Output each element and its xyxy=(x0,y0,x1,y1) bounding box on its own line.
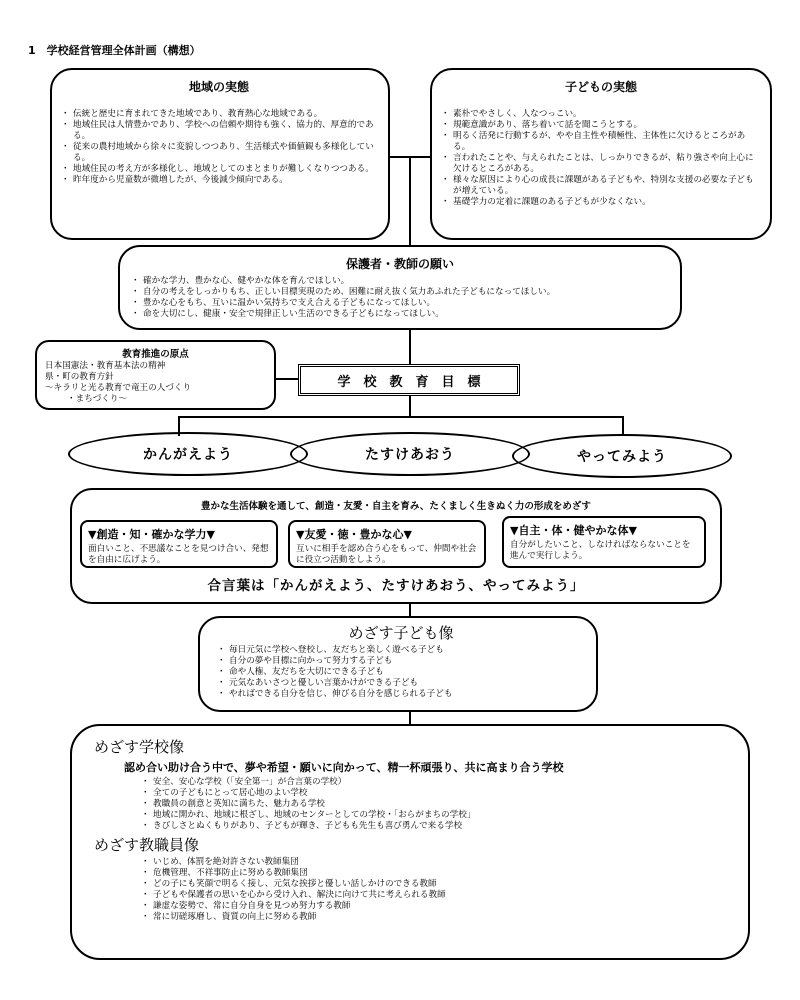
school-goal-label: 学 校 教 育 目 標 xyxy=(337,374,481,390)
goal-oval-think xyxy=(68,432,308,476)
list-item: ・ 自分の夢や目標に向かって努力する子ども xyxy=(220,656,582,667)
list-item: ・ 明るく活発に行動するが、やや自主性や積極性、主体性に欠けるところがある。 xyxy=(444,131,758,153)
connector-goal-branch xyxy=(178,416,624,418)
list-item: ・ 従来の農村地域から徐々に変貌しつつあり、生活様式や価値観も多様化している。 xyxy=(64,142,374,164)
list-item: ・ いじめ、体罰を絶対許さない教師集団 xyxy=(144,857,732,868)
children-status-box xyxy=(430,68,772,240)
wishes-list xyxy=(134,276,666,320)
education-origin-box xyxy=(35,340,276,410)
school-goal-box xyxy=(298,364,520,396)
list-item: ・ 毎日元気に学校へ登校し、友だちと楽しく遊べる子ども xyxy=(220,645,582,656)
child-image-box xyxy=(198,616,598,712)
goal-oval-label: たすけあおう xyxy=(365,447,455,463)
connector-policy-child xyxy=(409,604,411,616)
policy-col-text: 面白いこと、不思議なことを見つけ合い、発想を自由に広げよう。 xyxy=(88,544,269,565)
education-origin-line: 県・町の教育方針 xyxy=(45,372,114,382)
list-item: ・ 地域住民の考え方が多様化し、地域としてのまとまりが難しくなりつつある。 xyxy=(64,164,374,175)
list-item: ・ 言われたことや、与えられたことは、しっかりできるが、粘り強さや向上心に欠けるところがある。 xyxy=(444,153,758,175)
staff-image-title: めざす教職員像 xyxy=(94,836,200,854)
wishes-title: 保護者・教師の願い xyxy=(345,257,454,271)
child-image-list xyxy=(220,645,582,700)
children-status-list xyxy=(444,109,758,208)
list-item: ・ 危機管理、不祥事防止に努める教師集団 xyxy=(144,868,732,879)
child-image-title: めざす子ども像 xyxy=(348,624,454,642)
goal-oval-help xyxy=(290,432,530,476)
school-image-subtitle: 認め合い助け合う中で、夢や希望・願いに向かって、精一杯頑張り、共に高まり合う学校 xyxy=(124,761,564,774)
connector-branch-right xyxy=(622,416,624,436)
school-image-box xyxy=(70,724,750,960)
staff-image-list xyxy=(94,857,732,923)
connector-goal-down xyxy=(409,396,411,418)
list-item: ・ 地域に開かれ、地域に根ざし、地域のセンターとしての学校・「おらがまちの学校」 xyxy=(144,810,732,821)
page-heading: 1 学校経営管理全体計画（構想） xyxy=(28,44,201,57)
policy-col-title: ▼友愛・徳・豊かな心▼ xyxy=(296,528,412,541)
list-item: ・ 昨年度から児童数が微増したが、今後減少傾向である。 xyxy=(64,175,374,186)
education-origin-line: 日本国憲法・教育基本法の精神 xyxy=(45,361,166,371)
policy-col-text: 互いに相手を認め合う心をもって、仲間や社会に役立つ活動をしよう。 xyxy=(296,544,477,565)
connector-child-school xyxy=(409,712,411,724)
list-item: ・ 常に切磋琢磨し、資質の向上に努める教師 xyxy=(144,912,732,923)
goal-oval-label: やってみよう xyxy=(577,449,667,465)
list-item: ・ 安全、安心な学校（「安全第一」が合言葉の学校） xyxy=(144,777,732,788)
region-status-list xyxy=(64,109,374,186)
list-item: ・ どの子にも笑顔で明るく接し、元気な挨拶と優しい話しかけのできる教師 xyxy=(144,879,732,890)
list-item: ・ 教職員の創意と英知に満ちた、魅力ある学校 xyxy=(144,799,732,810)
list-item: ・ きびしさとぬくもりがあり、子どもが輝き、子どもも先生も喜び勇んで来る学校 xyxy=(144,821,732,832)
list-item: ・ 豊かな心をもち、互いに温かい気持ちで支え合える子どもになってほしい。 xyxy=(134,298,666,309)
education-origin-line: ・まちづくり～ xyxy=(67,394,128,404)
policy-col-title: ▼自主・体・健やかな体▼ xyxy=(510,524,637,537)
list-item: ・ 規範意識があり、落ち着いて話を聞こうとする。 xyxy=(444,120,758,131)
list-item: ・ 地域住民は人情豊かであり、学校への信頼や期待も強く、協力的、厚意的である。 xyxy=(64,120,374,142)
list-item: ・ 伝統と歴史に育まれてきた地域であり、教育熱心な地域である。 xyxy=(64,109,374,120)
connector-wishes-goal xyxy=(409,330,411,368)
list-item: ・ 命を大切にし、健康・安全で規律正しい生活のできる子どもになってほしい。 xyxy=(134,309,666,320)
school-image-title: めざす学校像 xyxy=(94,738,185,756)
list-item: ・ 確かな学力、豊かな心、健やかな体を育んでほしい。 xyxy=(134,276,666,287)
children-status-title: 子どもの実態 xyxy=(564,80,637,94)
wishes-box xyxy=(118,245,682,330)
policy-title: 豊かな生活体験を通して、創造・友愛・自主を育み、たくましく生きぬく力の形成をめざす xyxy=(201,501,591,512)
policy-col-creation xyxy=(80,520,278,568)
policy-slogan: 合言葉は「かんがえよう、たすけあおう、やってみよう」 xyxy=(207,578,585,594)
education-origin-title: 教育推進の原点 xyxy=(122,349,189,360)
policy-col-friendship xyxy=(288,520,486,568)
region-status-title: 地域の実態 xyxy=(188,80,249,94)
policy-col-text: 自分がしたいこと、しなければならないことを進んで実行しよう。 xyxy=(510,540,691,561)
region-status-box xyxy=(50,68,390,240)
school-image-list xyxy=(94,777,732,832)
connector-origin-goal xyxy=(276,378,298,380)
list-item: ・ 素朴でやさしく、人なつっこい。 xyxy=(444,109,758,120)
list-item: ・ 子どもや保護者の思いを心から受け入れ、解決に向けて共に考えられる教師 xyxy=(144,890,732,901)
goal-oval-label: かんがえよう xyxy=(143,447,233,463)
policy-col-autonomy xyxy=(502,516,706,568)
list-item: ・ 様々な原因により心の成長に課題がある子どもや、特別な支援の必要な子どもが増えている。 xyxy=(444,175,758,197)
education-origin-line: ～キラリと光る教育で竜王の人づくり xyxy=(45,383,192,393)
list-item: ・ 自分の考えをしっかりもち、正しい目標実現のため、困難に耐え抜く気力あふれた子どもになってほしい。 xyxy=(134,287,666,298)
policy-col-title: ▼創造・知・確かな学力▼ xyxy=(88,528,215,541)
goal-oval-try xyxy=(512,434,732,478)
list-item: ・ 基礎学力の定着に課題のある子どもが少なくない。 xyxy=(444,197,758,208)
list-item: ・ 元気なあいさつと優しい言葉かけができる子ども xyxy=(220,678,582,689)
list-item: ・ やればできる自分を信じ、伸びる自分を感じられる子ども xyxy=(220,689,582,700)
connector-top-vertical xyxy=(409,156,411,246)
policy-box xyxy=(70,488,722,604)
list-item: ・ 全ての子どもにとって居心地のよい学校 xyxy=(144,788,732,799)
list-item: ・ 謙虚な姿勢で、常に自分自身を見つめ努力する教師 xyxy=(144,901,732,912)
list-item: ・ 命や人権、友だちを大切にできる子ども xyxy=(220,667,582,678)
